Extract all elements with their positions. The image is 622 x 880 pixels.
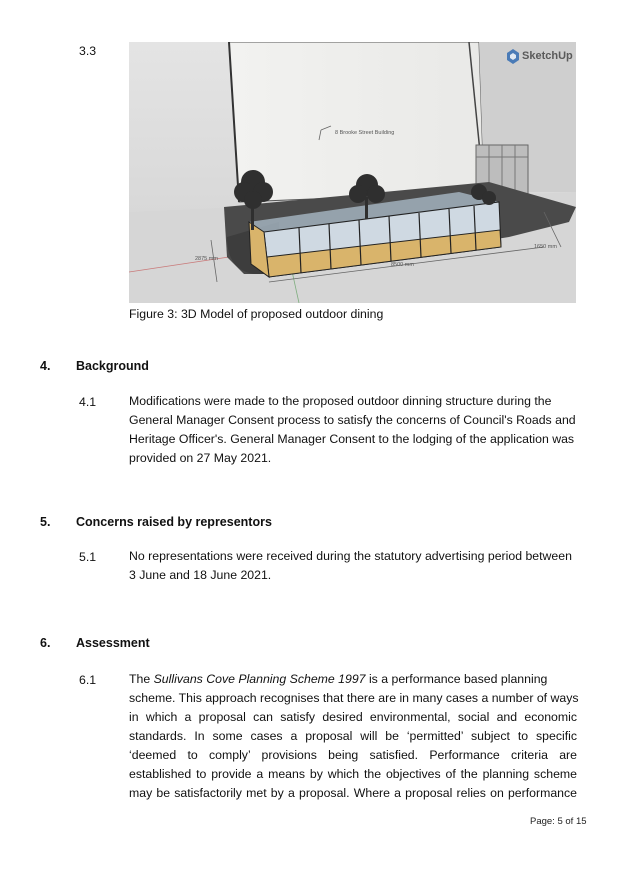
figure-item-number: 3.3 (79, 44, 97, 58)
dimension-left-label: 2875 mm (195, 256, 218, 262)
section-number: 5. (40, 515, 51, 529)
text-line: scheme. This approach recognises that there are in many cases a number of ways (129, 691, 579, 705)
text-line (129, 670, 577, 689)
section-title-concerns: Concerns raised by representors (76, 515, 272, 529)
figure-3d-model-image (129, 42, 576, 303)
text-line: may be satisfactorily met by a proposal. Where a proposal relies on performance (129, 786, 577, 800)
section-number: 4. (40, 359, 51, 373)
text-line: established to provide a means by which the objectives of the planning scheme (129, 767, 577, 781)
paragraph-number: 5.1 (79, 550, 97, 564)
scheme-name-italic: Sullivans Cove Planning Scheme 1997 (153, 672, 366, 686)
page-number-footer: Page: 5 of 15 (530, 816, 587, 827)
building-label: 8 Brooke Street Building (335, 130, 395, 136)
paragraph-5-1 (129, 547, 577, 585)
section-number: 6. (40, 636, 51, 650)
section-title-assessment: Assessment (76, 636, 150, 650)
paragraph-6-1 (129, 670, 577, 803)
text-line: provided on 27 May 2021. (129, 451, 272, 465)
text-line: No representations were received during the statutory advertising period between (129, 549, 572, 563)
text-line: Modifications were made to the proposed outdoor dinning structure during the (129, 394, 552, 408)
text-line: 3 June and 18 June 2021. (129, 568, 272, 582)
dimension-length-label: 8500 mm (391, 262, 414, 268)
sketchup-logo-text: SketchUp (522, 50, 573, 62)
paragraph-4-1 (129, 392, 577, 468)
text-line: ‘deemed to comply’ provisions being satisfied. Performance criteria are (129, 748, 577, 762)
text-line: standards. In some cases a proposal will be ‘permitted’ subject to specific (129, 729, 577, 743)
text-run: The (129, 672, 154, 686)
paragraph-number: 6.1 (79, 673, 97, 687)
dimension-width-label: 1650 mm (534, 244, 557, 250)
text-run: is a performance based planning (365, 672, 548, 686)
section-title-background: Background (76, 359, 149, 373)
text-line: General Manager Consent process to satisfy the concerns of Council's Roads and (129, 413, 576, 427)
text-line: Heritage Officer's. General Manager Consent to the lodging of the application was (129, 432, 575, 446)
text-line: in which a proposal can satisfy desired environmental, social and economic (129, 710, 577, 724)
figure-caption: Figure 3: 3D Model of proposed outdoor dining (129, 307, 384, 321)
paragraph-number: 4.1 (79, 395, 97, 409)
